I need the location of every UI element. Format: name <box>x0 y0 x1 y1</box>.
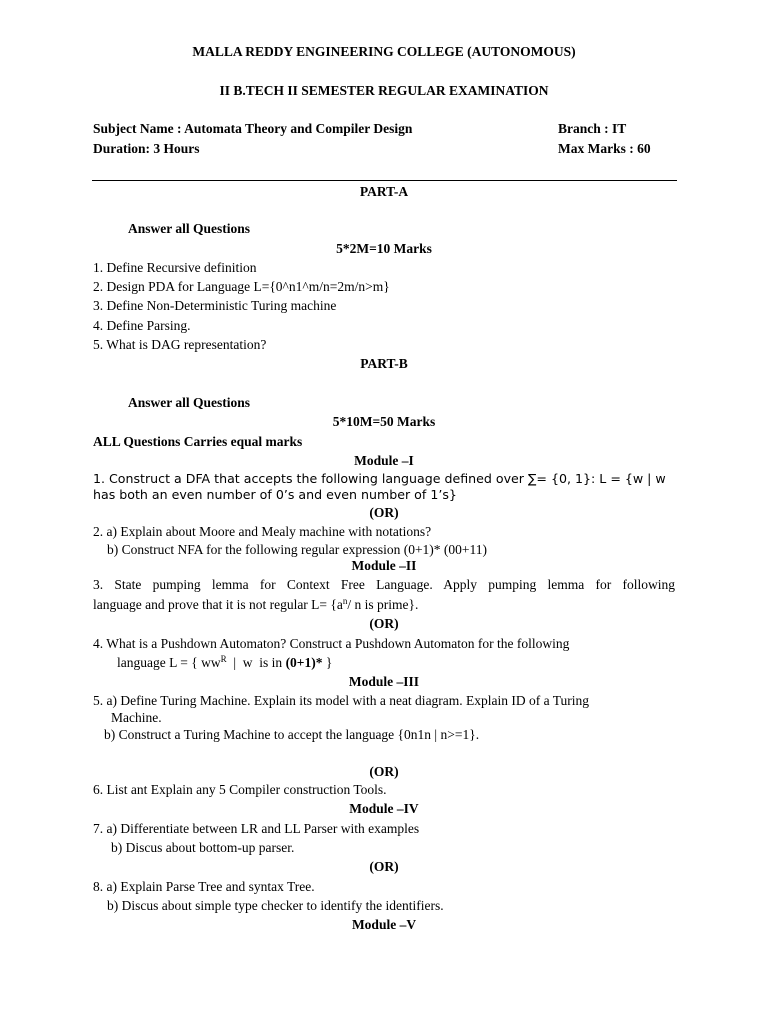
question-5a-line-2: Machine. <box>111 710 162 725</box>
question-8a: 8. a) Explain Parse Tree and syntax Tree. <box>93 879 315 894</box>
question-1-line-2: has both an even number of 0’s and even number of 1’s} <box>93 487 457 502</box>
part-a-question: 2. Design PDA for Language L={0^n1^m/n=2m/n>m} <box>93 279 390 294</box>
question-4-line-1: 4. What is a Pushdown Automaton? Construct a Pushdown Automaton for the following <box>93 636 570 651</box>
part-a-title: PART-A <box>359 184 409 199</box>
question-2b: b) Construct NFA for the following regular expression (0+1)* (00+11) <box>107 542 488 557</box>
subject-name: Subject Name : Automata Theory and Compiler Design <box>93 121 413 136</box>
module-3-title: Module –III <box>348 674 420 689</box>
part-b-note: ALL Questions Carries equal marks <box>93 434 303 449</box>
or-separator: (OR) <box>369 859 399 874</box>
question-4-line-2: language L = { $ww^R$ | w is in (0+1)* } <box>117 654 333 670</box>
part-b-marks: 5*10M=50 Marks <box>332 414 436 429</box>
part-a-question: 4. Define Parsing. <box>93 318 191 333</box>
question-7b: b) Discus about bottom-up parser. <box>111 840 295 855</box>
question-5b: b) Construct a Turing Machine to accept the language {0n1n | n>=1}. <box>104 727 480 742</box>
module-2-title: Module –II <box>351 558 417 573</box>
college-name: MALLA REDDY ENGINEERING COLLEGE (AUTONOMOUS) <box>192 44 576 59</box>
question-1-line-1: 1. Construct a DFA that accepts the following language defined over ∑= {0, 1}: L = {w | w <box>93 471 666 486</box>
or-separator: (OR) <box>369 764 399 779</box>
part-a-question: 5. What is DAG representation? <box>93 337 267 352</box>
question-5a-line-1: 5. a) Define Turing Machine. Explain its model with a neat diagram. Explain ID of a Turing <box>93 693 590 708</box>
module-1-title: Module –I <box>354 453 414 468</box>
exam-title: II B.TECH II SEMESTER REGULAR EXAMINATION <box>219 83 549 98</box>
question-3-line-2: language and prove that it is not regular $L= \{a^n/$ n is prime}. <box>93 596 419 612</box>
part-a-question: 3. Define Non-Deterministic Turing machine <box>93 298 337 313</box>
question-7a: 7. a) Differentiate between LR and LL Parser with examples <box>93 821 420 836</box>
max-marks: Max Marks : 60 <box>558 141 651 156</box>
part-b-instruction: Answer all Questions <box>128 395 251 410</box>
question-8b: b) Discus about simple type checker to identify the identifiers. <box>107 898 444 913</box>
duration: Duration: 3 Hours <box>93 141 200 156</box>
module-5-title: Module –V <box>351 917 417 932</box>
part-a-instruction: Answer all Questions <box>128 221 251 236</box>
or-separator: (OR) <box>369 505 399 520</box>
question-6: 6. List ant Explain any 5 Compiler construction Tools. <box>93 782 387 797</box>
or-separator: (OR) <box>369 616 399 631</box>
header-divider <box>92 180 677 181</box>
question-3-line-1: 3. State pumping lemma for Context Free Language. Apply pumping lemma for following <box>93 577 675 592</box>
part-a-marks: 5*2M=10 Marks <box>336 241 432 256</box>
part-a-question: 1. Define Recursive definition <box>93 260 257 275</box>
part-b-title: PART-B <box>360 356 408 371</box>
module-4-title: Module –IV <box>349 801 419 816</box>
branch: Branch : IT <box>558 121 627 136</box>
question-2a: 2. a) Explain about Moore and Mealy machine with notations? <box>93 524 432 539</box>
